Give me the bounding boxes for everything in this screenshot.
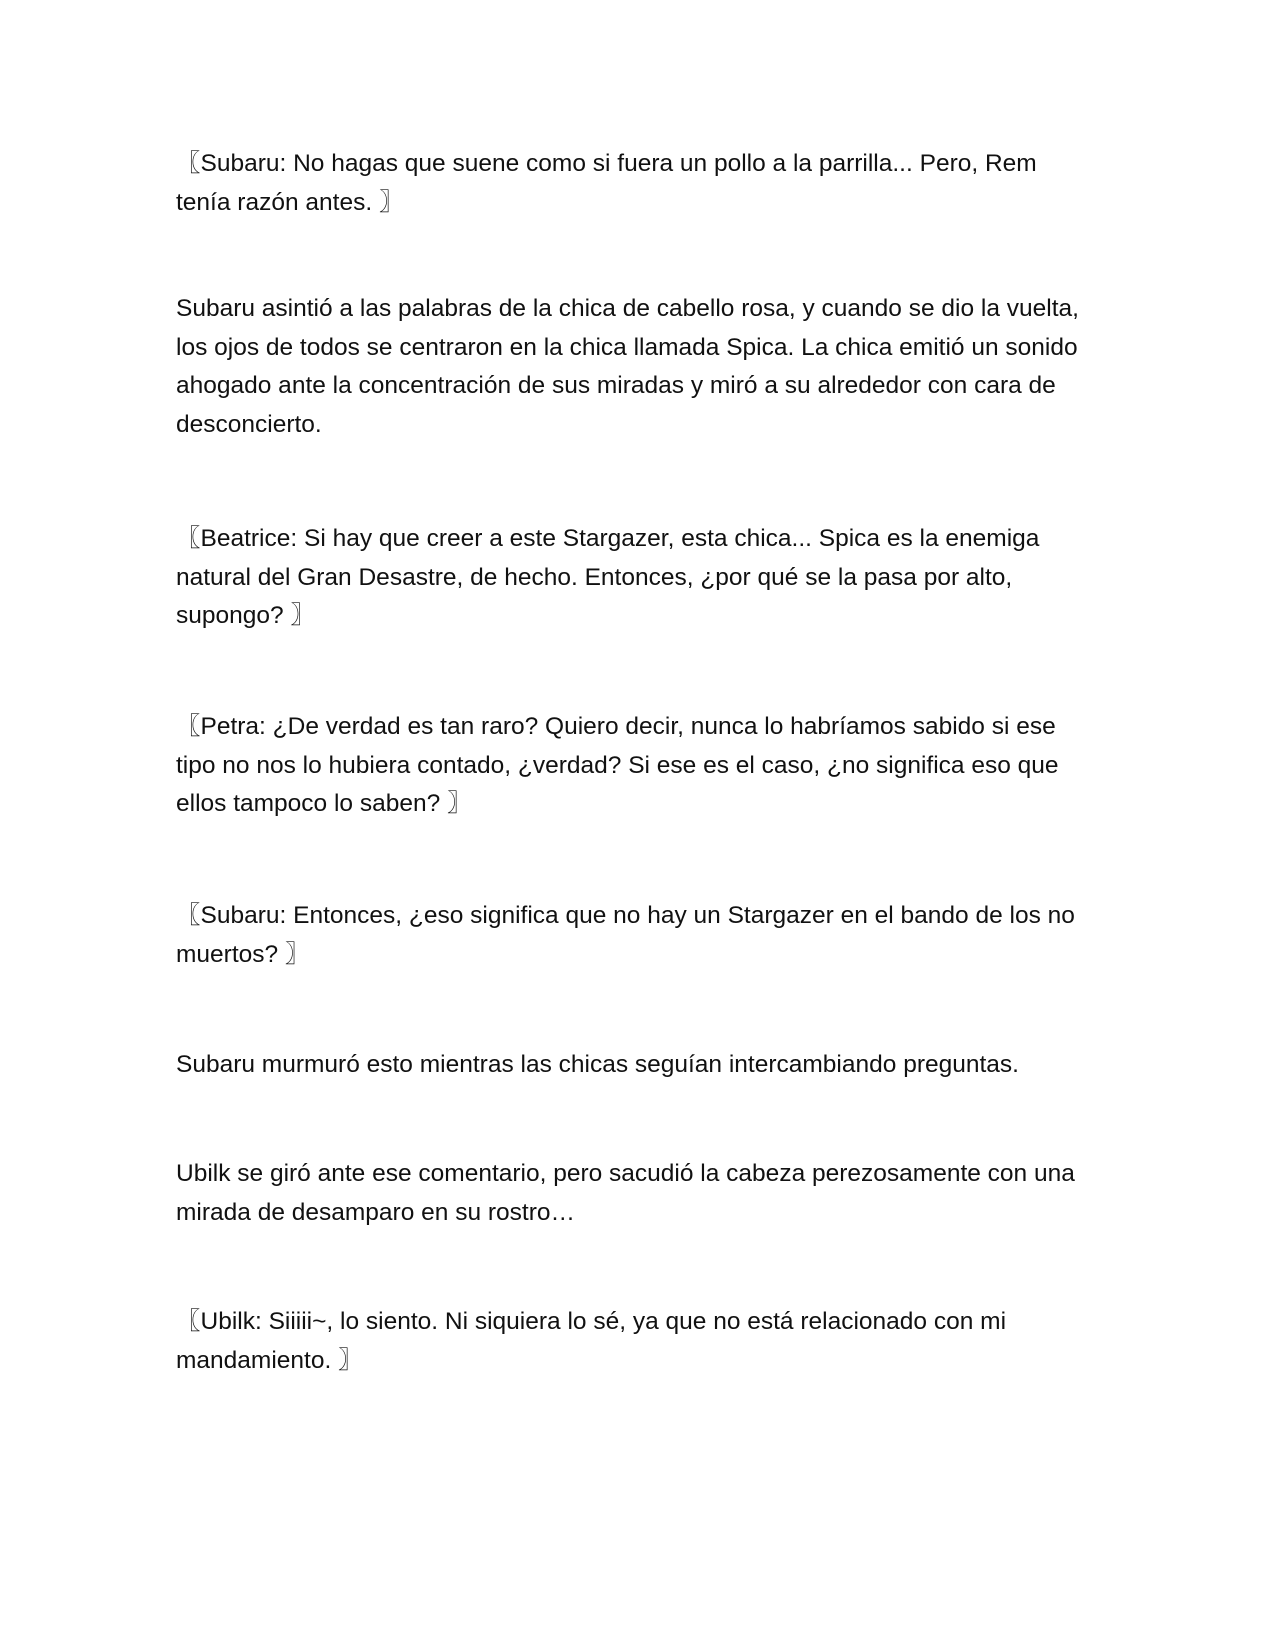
dialogue-beatrice: 〖Beatrice: Si hay que creer a este Stargazer, esta chica... Spica es la enemiga natural del Gran Desastre, de hecho. Entonces, ¿por qué se la pasa por alto, supongo? 〗 — [176, 525, 1040, 629]
narration-paragraph-3: Ubilk se giró ante ese comentario, pero sacudió la cabeza perezosamente con una mirada de desamparo en su rostro… — [176, 1160, 1075, 1226]
dialogue-subaru-2: 〖Subaru: Entonces, ¿eso significa que no hay un Stargazer en el bando de los no muertos? 〗 — [176, 902, 1075, 968]
dialogue-ubilk: 〖Ubilk: Siiiii~, lo siento. Ni siquiera lo sé, ya que no está relacionado con mi mandamiento. 〗 — [176, 1308, 1007, 1374]
narration-paragraph-2: Subaru murmuró esto mientras las chicas seguían intercambiando preguntas. — [176, 1051, 1019, 1078]
dialogue-petra: 〖Petra: ¿De verdad es tan raro? Quiero decir, nunca lo habríamos sabido si ese tipo no nos lo hubiera contado, ¿verdad? Si ese es el caso, ¿no significa eso que ellos tampoco lo saben? 〗 — [176, 713, 1059, 817]
dialogue-subaru-1: 〖Subaru: No hagas que suene como si fuera un pollo a la parrilla... Pero, Rem tenía razón antes. 〗 — [176, 150, 1037, 216]
narration-paragraph-1: Subaru asintió a las palabras de la chica de cabello rosa, y cuando se dio la vuelta, los ojos de todos se centraron en la chica llamada Spica. La chica emitió un sonido ahogado ante la concentración de sus miradas y miró a su alrededor con cara de desconcierto. — [176, 295, 1079, 438]
